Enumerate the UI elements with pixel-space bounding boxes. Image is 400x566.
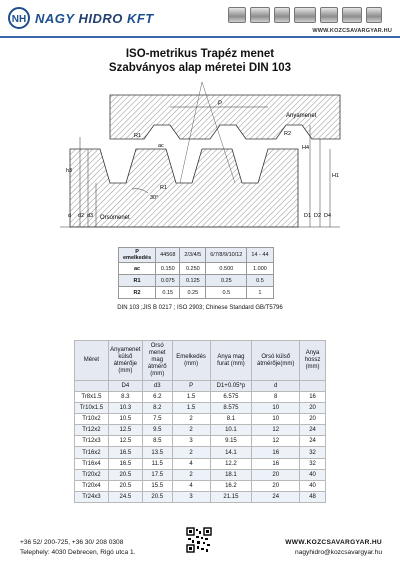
table-cell: 8.1 (210, 414, 252, 425)
label-D1: D1 (304, 213, 312, 219)
thread-size-cell: Tr24x3 (75, 491, 109, 502)
table-cell: 11.5 (142, 458, 172, 469)
thread-size-cell: Tr20x2 (75, 469, 109, 480)
coef-cell: 0.25 (180, 287, 206, 299)
table-row (75, 447, 326, 458)
table-row (75, 392, 326, 403)
qr-code-icon[interactable] (186, 527, 212, 553)
coef-cell: 0.5 (206, 287, 247, 299)
table-cell: 20 (252, 480, 300, 491)
label-d: d (68, 213, 72, 219)
page-footer (0, 527, 400, 566)
coefficient-table (118, 247, 274, 299)
title-line-1: ISO-metrikus Trapéz menet (125, 48, 275, 60)
table-cell: 16 (300, 392, 326, 403)
col-header-length: Anya hossz (mm) (300, 341, 326, 381)
label-angle: 30° (150, 195, 159, 201)
table-cell: 10 (252, 403, 300, 414)
coef-row-label: R2 (119, 287, 156, 299)
table-row (75, 458, 326, 469)
coef-header-cell: 14 - 44 (247, 248, 273, 263)
table-cell: 20.5 (108, 469, 142, 480)
table-cell: 10.1 (210, 425, 252, 436)
page-header (0, 0, 400, 40)
unit-cell: D1+0.05*p (210, 381, 252, 392)
coef-header-cell: 44568 (156, 248, 180, 263)
coef-cell: 0.25 (206, 275, 247, 287)
footer-contact (20, 538, 135, 558)
table-row (75, 491, 326, 502)
fitting-image (366, 7, 382, 23)
fitting-image (250, 7, 270, 23)
table-cell: 9.15 (210, 436, 252, 447)
table-cell: 2 (172, 447, 210, 458)
footer-address: Telephely: 4030 Debrecen, Rigó utca 1. (20, 549, 136, 556)
thread-size-cell: Tr16x4 (75, 458, 109, 469)
table-cell: 6.2 (142, 392, 172, 403)
table-cell: 14.1 (210, 447, 252, 458)
table-row (75, 436, 326, 447)
table-cell: 6.575 (210, 392, 252, 403)
label-r1-bottom: R1 (160, 185, 168, 191)
footer-website[interactable]: WWW.KOZCSAVARGYAR.HU (285, 539, 382, 546)
table-cell: 3 (172, 491, 210, 502)
col-header-d3: Orsó menet mag átmérő (mm) (142, 341, 172, 381)
table-cell: 1.5 (172, 392, 210, 403)
table-cell: 16 (252, 458, 300, 469)
thread-size-cell: Tr12x3 (75, 436, 109, 447)
coef-row (119, 275, 274, 287)
label-r2-top: R2 (284, 131, 292, 137)
table-cell: 8.3 (108, 392, 142, 403)
col-header-d1: Anya mag furat (mm) (210, 341, 252, 381)
company-logo (6, 6, 154, 30)
thread-size-cell: Tr8x1.5 (75, 392, 109, 403)
footer-phone[interactable]: +36 52/ 200-725, +36 30/ 208 0308 (20, 539, 124, 546)
table-cell: 20 (300, 414, 326, 425)
coef-row-label: R1 (119, 275, 156, 287)
unit-cell (300, 381, 326, 392)
table-cell: 16.5 (108, 458, 142, 469)
unit-cell: D4 (108, 381, 142, 392)
fitting-image (342, 7, 362, 23)
footer-web (285, 538, 382, 558)
label-D4: D4 (324, 213, 332, 219)
table-cell: 4 (172, 458, 210, 469)
fitting-image (274, 7, 290, 23)
label-ac: ac (158, 143, 164, 149)
table-cell: 18.1 (210, 469, 252, 480)
coef-row (119, 287, 274, 299)
table-header-row (75, 341, 326, 381)
table-cell: 16 (252, 447, 300, 458)
table-cell: 20 (252, 469, 300, 480)
table-cell: 2 (172, 414, 210, 425)
table-cell: 17.5 (142, 469, 172, 480)
col-header-meret: Méret (75, 341, 109, 381)
table-cell: 7.5 (142, 414, 172, 425)
label-D2: D2 (314, 213, 322, 219)
unit-cell: d3 (142, 381, 172, 392)
table-body (75, 392, 326, 503)
coef-row (119, 263, 274, 275)
label-pitch: P (218, 101, 223, 107)
header-divider (0, 36, 400, 38)
label-h3: h3 (66, 168, 73, 174)
table-cell: 24.5 (108, 491, 142, 502)
svg-text:NH: NH (11, 14, 27, 25)
table-row (75, 425, 326, 436)
table-row (75, 403, 326, 414)
coef-header-cell: 6/7/8/9/10/12 (206, 248, 247, 263)
table-cell: 12.5 (108, 436, 142, 447)
table-cell: 8.5 (142, 436, 172, 447)
table-cell: 40 (300, 469, 326, 480)
page-title (0, 47, 400, 75)
table-cell: 20.5 (142, 491, 172, 502)
table-cell: 13.5 (142, 447, 172, 458)
table-cell: 12 (252, 436, 300, 447)
table-cell: 20 (300, 403, 326, 414)
thread-size-cell: Tr16x2 (75, 447, 109, 458)
thread-size-cell: Tr20x4 (75, 480, 109, 491)
table-row (75, 480, 326, 491)
coef-cell: 1.000 (247, 263, 273, 275)
table-cell: 48 (300, 491, 326, 502)
fitting-image (294, 7, 316, 23)
thread-size-cell: Tr12x2 (75, 425, 109, 436)
table-cell: 12.5 (108, 425, 142, 436)
table-cell: 4 (172, 480, 210, 491)
header-url[interactable]: WWW.KOZCSAVARGYAR.HU (312, 28, 392, 34)
coef-cell: 0.5 (247, 275, 273, 287)
coef-cell: 0.125 (180, 275, 206, 287)
label-anyamenet: Anyamenet (286, 113, 317, 119)
table-row (75, 414, 326, 425)
thread-size-cell: Tr10x2 (75, 414, 109, 425)
title-line-2: Szabványos alap méretei DIN 103 (108, 62, 292, 74)
table-cell: 16.2 (210, 480, 252, 491)
table-cell: 10.5 (108, 414, 142, 425)
table-row (75, 469, 326, 480)
table-cell: 8.2 (142, 403, 172, 414)
table-cell: 21.15 (210, 491, 252, 502)
col-header-d: Orsó külső átmérője(mm) (252, 341, 300, 381)
label-h4: H4 (302, 145, 310, 151)
table-cell: 8 (252, 392, 300, 403)
brand-name: NAGY HIDRO KFT (35, 10, 154, 26)
table-cell: 12 (252, 425, 300, 436)
coef-cell: 1 (247, 287, 273, 299)
thread-size-cell: Tr10x1.5 (75, 403, 109, 414)
coef-cell: 0.15 (156, 287, 180, 299)
label-d2: d2 (78, 213, 85, 219)
trapezoidal-thread-diagram (40, 77, 360, 237)
table-cell: 9.5 (142, 425, 172, 436)
unit-cell: d (252, 381, 300, 392)
standards-line: DIN 103 ;JIS B 0217 ; ISO 2903; Chinese Standard GB/T5796 (117, 305, 283, 311)
table-cell: 32 (300, 447, 326, 458)
coef-cell: 0.150 (156, 263, 180, 275)
footer-email[interactable]: nagyhidro@kozcsavargyar.hu (295, 549, 382, 556)
nh-logo-icon (6, 7, 32, 29)
table-cell: 12.2 (210, 458, 252, 469)
table-cell: 3 (172, 436, 210, 447)
table-cell: 15.5 (142, 480, 172, 491)
table-cell: 40 (300, 480, 326, 491)
coef-row-label: ac (119, 263, 156, 275)
table-cell: 32 (300, 458, 326, 469)
table-cell: 2 (172, 425, 210, 436)
fitting-image (228, 7, 246, 23)
coef-header-label: P emelkedés (119, 248, 156, 263)
table-cell: 1.5 (172, 403, 210, 414)
unit-cell: P (172, 381, 210, 392)
table-cell: 20.5 (108, 480, 142, 491)
table-cell: 24 (300, 425, 326, 436)
coef-header-row (119, 248, 274, 263)
coef-cell: 0.500 (206, 263, 247, 275)
table-cell: 10 (252, 414, 300, 425)
label-orsomenet: Orsómenet (100, 215, 130, 221)
col-header-d4: Anyamenet külső átmérője (mm) (108, 341, 142, 381)
fittings-images (228, 4, 393, 26)
table-cell: 24 (300, 436, 326, 447)
label-r1-top: R1 (134, 133, 142, 139)
coef-cell: 0.250 (180, 263, 206, 275)
table-cell: 16.5 (108, 447, 142, 458)
coef-header-cell: 2/3/4/5 (180, 248, 206, 263)
coef-cell: 0.075 (156, 275, 180, 287)
table-cell: 8.575 (210, 403, 252, 414)
table-cell: 10.3 (108, 403, 142, 414)
unit-cell (75, 381, 109, 392)
col-header-p: Emelkedés (mm) (172, 341, 210, 381)
table-cell: 2 (172, 469, 210, 480)
label-h1: H1 (332, 173, 340, 179)
table-units-row (75, 381, 326, 392)
table-cell: 24 (252, 491, 300, 502)
thread-dimensions-table (74, 340, 326, 503)
fitting-image (320, 7, 338, 23)
label-d3: d3 (87, 213, 94, 219)
